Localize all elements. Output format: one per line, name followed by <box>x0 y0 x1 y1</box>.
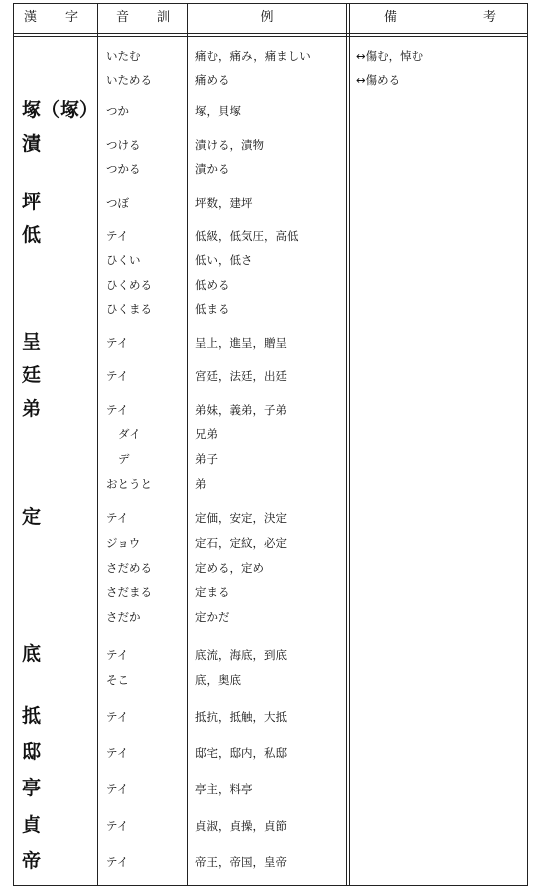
reading-cell: つか <box>106 104 129 118</box>
example-cell: 呈上，進呈，贈呈 <box>195 336 287 350</box>
example-cell: 弟子 <box>195 452 218 466</box>
reading-cell: テイ <box>106 746 129 760</box>
reading-cell: さだめる <box>106 561 152 575</box>
kanji-cell: 帝 <box>22 850 42 872</box>
kanji-cell: 貞 <box>22 814 42 836</box>
reading-cell: そこ <box>106 673 129 687</box>
example-cell: 貞淑，貞操，貞節 <box>195 819 287 833</box>
example-cell: 弟妹，義弟，子弟 <box>195 403 287 417</box>
kanji-cell: 底 <box>22 643 42 665</box>
example-cell: 兄弟 <box>195 427 218 441</box>
reading-cell: つける <box>106 138 141 152</box>
kanji-cell: 抵 <box>22 705 42 727</box>
example-cell: 弟 <box>195 477 207 491</box>
reading-cell: つぼ <box>106 196 129 210</box>
kanji-cell: 弟 <box>22 398 42 420</box>
reading-cell: ひくまる <box>106 302 152 316</box>
reading-cell: おとうと <box>106 477 152 491</box>
reading-cell: テイ <box>106 648 129 662</box>
kanji-cell: 塚（塚） <box>22 99 99 121</box>
example-cell: 宮廷，法廷，出廷 <box>195 369 287 383</box>
header-example: 例 <box>260 10 274 25</box>
header-reading: 音訓 <box>116 10 170 25</box>
example-cell: 低級，低気圧，高低 <box>195 229 299 243</box>
header-divider <box>13 33 528 34</box>
example-cell: 定価，安定，決定 <box>195 511 287 525</box>
kanji-cell: 坪 <box>22 191 42 213</box>
column-divider <box>97 3 98 886</box>
remark-cell: ↔傷める <box>356 73 401 87</box>
reading-cell: テイ <box>106 819 129 833</box>
reading-cell: ジョウ <box>106 536 141 550</box>
column-divider <box>346 3 347 886</box>
example-cell: 定める，定め <box>195 561 264 575</box>
reading-cell: テイ <box>106 710 129 724</box>
reading-cell: ダイ <box>118 427 141 441</box>
reading-cell: つかる <box>106 162 141 176</box>
example-cell: 漬かる <box>195 162 230 176</box>
example-cell: 底，奥底 <box>195 673 241 687</box>
reading-cell: ひくめる <box>106 278 152 292</box>
example-cell: 坪数，建坪 <box>195 196 253 210</box>
example-cell: 亭主，料亭 <box>195 782 253 796</box>
kanji-cell: 廷 <box>22 364 42 386</box>
reading-cell: テイ <box>106 369 129 383</box>
kanji-cell: 邸 <box>22 741 42 763</box>
header-divider <box>13 36 528 37</box>
reading-cell: テイ <box>106 782 129 796</box>
example-cell: 抵抗，抵触，大抵 <box>195 710 287 724</box>
kanji-cell: 低 <box>22 224 42 246</box>
column-divider <box>349 3 350 886</box>
example-cell: 定石，定紋，必定 <box>195 536 287 550</box>
reading-cell: いためる <box>106 73 152 87</box>
example-cell: 定まる <box>195 585 230 599</box>
reading-cell: テイ <box>106 229 129 243</box>
reading-cell: ひくい <box>106 253 141 267</box>
kanji-cell: 呈 <box>22 331 42 353</box>
kanji-cell: 漬 <box>22 133 42 155</box>
example-cell: 痛める <box>195 73 230 87</box>
example-cell: 邸宅，邸内，私邸 <box>195 746 287 760</box>
remark-cell: ↔傷む，悼む <box>356 49 424 63</box>
header-remarks: 備考 <box>384 10 496 25</box>
example-cell: 痛む，痛み，痛ましい <box>195 49 311 63</box>
example-cell: 塚，貝塚 <box>195 104 241 118</box>
example-cell: 定かだ <box>195 610 230 624</box>
reading-cell: デ <box>118 452 130 466</box>
kanji-cell: 定 <box>22 506 42 528</box>
reading-cell: テイ <box>106 403 129 417</box>
example-cell: 低める <box>195 278 230 292</box>
kanji-cell: 亭 <box>22 777 42 799</box>
example-cell: 低い，低さ <box>195 253 253 267</box>
example-cell: 漬ける，漬物 <box>195 138 264 152</box>
reading-cell: いたむ <box>106 49 141 63</box>
reading-cell: テイ <box>106 855 129 869</box>
reading-cell: テイ <box>106 511 129 525</box>
header-kanji: 漢字 <box>24 10 78 25</box>
example-cell: 底流，海底，到底 <box>195 648 287 662</box>
reading-cell: さだか <box>106 610 141 624</box>
column-divider <box>187 3 188 886</box>
reading-cell: さだまる <box>106 585 152 599</box>
example-cell: 帝王，帝国，皇帝 <box>195 855 287 869</box>
example-cell: 低まる <box>195 302 230 316</box>
reading-cell: テイ <box>106 336 129 350</box>
